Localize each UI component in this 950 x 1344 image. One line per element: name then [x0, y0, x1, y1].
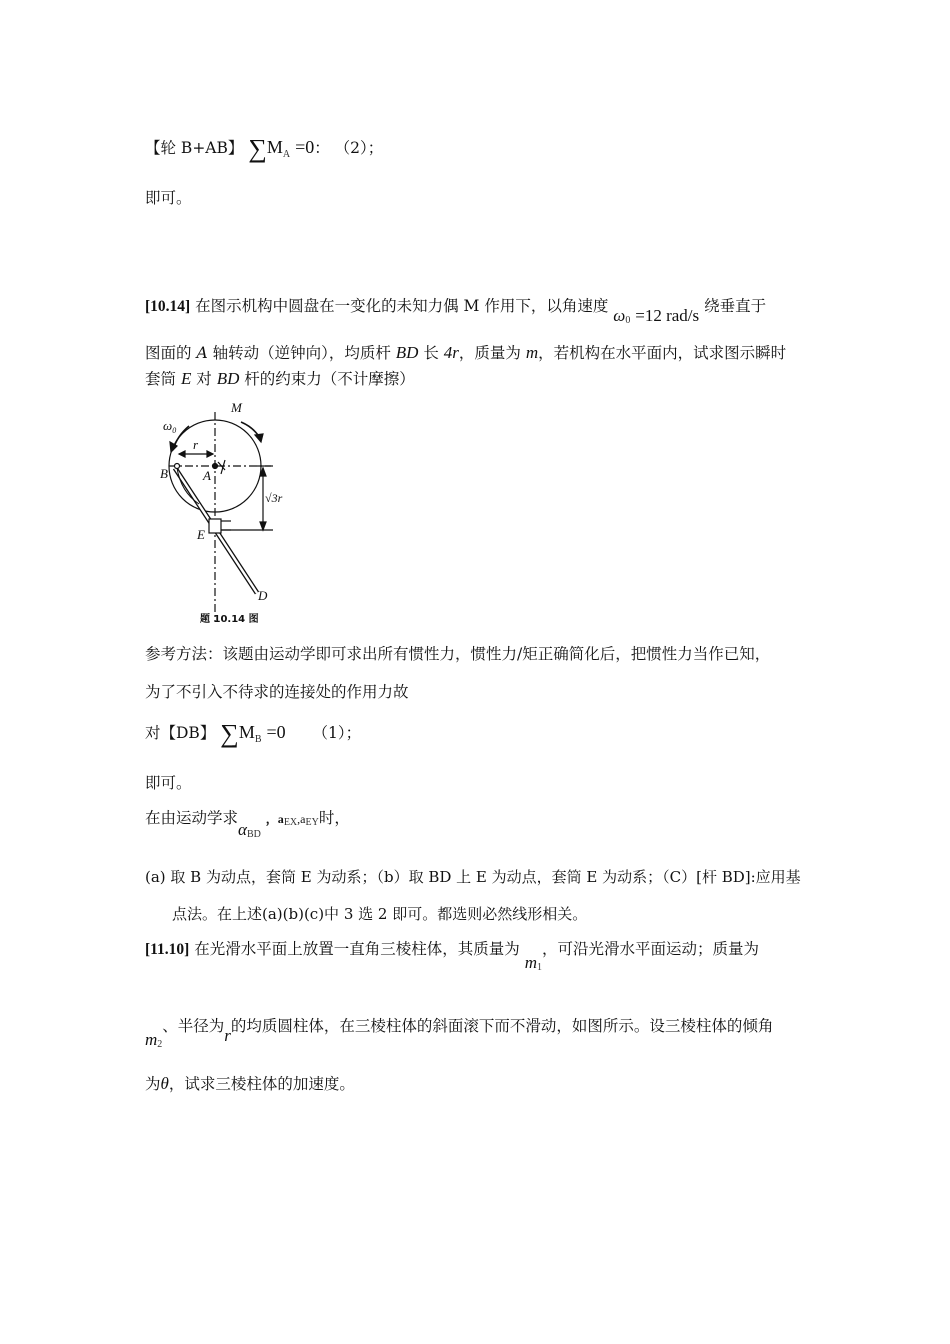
problem-text: 、半径为 [162, 1017, 225, 1035]
label-h: √3r [265, 491, 283, 505]
mass-subscript: 2 [157, 1039, 163, 1050]
equals-zero: =0 [266, 722, 286, 742]
mechanism-figure [155, 392, 285, 627]
equation-suffix: （1）； [312, 724, 362, 742]
sum-symbol: ∑ [220, 719, 239, 748]
problem-text: ，可沿光滑水平面运动；质量为 [541, 940, 759, 958]
problem-11-10-line-3 [145, 1074, 355, 1094]
options-line-1: (a) 取 B 为动点，套筒 E 为动系；（b）取 BD 上 E 为动点，套筒 E 为动系；（C）[杆 BD]:应用基 [145, 868, 801, 886]
equation-prefix: 【轮 B+AB】 [145, 139, 244, 157]
mass-subscript: 1 [536, 962, 542, 973]
rod-bd: BD [216, 369, 240, 388]
problem-10-14-line-3 [145, 369, 415, 389]
mass-symbol: m [145, 1030, 158, 1049]
point-a: A [196, 344, 208, 362]
subscript: EY [305, 817, 319, 828]
label-a: A [203, 468, 211, 483]
label-r: r [193, 437, 199, 452]
alpha-symbol: α [238, 820, 247, 839]
omega-value: =12 rad/s [635, 306, 700, 325]
method-text: 时， [318, 809, 350, 827]
pin-a [213, 464, 218, 469]
method-text: ,a [297, 812, 306, 826]
problem-text: 轴转动（逆钟向），均质杆 [207, 344, 396, 362]
method-text: 在由运动学求 [145, 809, 239, 827]
problem-11-10-line-1 [145, 940, 759, 974]
omega-subscript: 0 [625, 315, 631, 326]
label-e: E [197, 527, 205, 542]
problem-text: 在图示机构中圆盘在一变化的未知力偶 M 作用下，以角速度 [190, 297, 614, 315]
problem-10-14-line-2 [145, 343, 786, 363]
problem-11-10-line-2 [145, 1017, 773, 1051]
equation-prefix: 对【DB】 [145, 724, 216, 742]
moment-subscript: A [282, 149, 291, 160]
method-line-1: 参考方法：该题由运动学即可求出所有惯性力，惯性力/矩正确简化后，把惯性力当作已知， [145, 645, 771, 663]
radius-symbol: r [224, 1026, 231, 1045]
rod-length: 4r [443, 343, 459, 362]
problem-text: ，若机构在水平面内，试求图示瞬时 [538, 344, 787, 362]
method-line-2: 为了不引入不待求的连接处的作用力故 [145, 683, 409, 701]
balance-equation-line [145, 133, 383, 164]
options-line-2: 点法。在上述(a)(b)(c)中 3 选 2 即可。都选则必然线形相关。 [172, 905, 588, 923]
problem-10-14-line-1 [145, 297, 766, 327]
problem-text: ，试求三棱柱体的加速度。 [168, 1075, 355, 1093]
mass-symbol: m [525, 343, 539, 362]
moment-symbol: M [238, 722, 255, 742]
problem-text: 的均质圆柱体，在三棱柱体的斜面滚下而不滑动，如图所示。设三棱柱体的倾角 [230, 1017, 774, 1035]
figure-caption: 题 10.14 图 [200, 614, 259, 625]
problem-text: 对 [191, 370, 217, 388]
problem-text: 杆的约束力（不计摩擦） [239, 370, 415, 388]
method-text: ，a [265, 812, 284, 826]
problem-text: ，质量为 [458, 344, 526, 362]
closing-text: 即可。 [145, 189, 192, 207]
problem-tag: [10.14] [145, 298, 191, 315]
theta-symbol: θ [160, 1074, 169, 1093]
problem-text: 绕垂直于 [704, 297, 767, 315]
moment-symbol: M [266, 137, 283, 157]
omega-symbol: ω [613, 306, 626, 325]
moment-subscript: B [254, 734, 262, 745]
method-equation-line [145, 718, 361, 749]
problem-text: 图面的 [145, 344, 197, 362]
pin-b [175, 464, 180, 469]
mass-symbol: m [524, 953, 537, 972]
alpha-subscript: BD [246, 829, 261, 840]
rod-bd: BD [395, 343, 419, 362]
sum-symbol: ∑ [248, 134, 267, 163]
subscript: EX [283, 817, 298, 828]
sleeve-e: E [180, 369, 192, 388]
problem-text: 套筒 [145, 370, 181, 388]
label-d: D [258, 588, 268, 603]
label-omega: $\omega_0$ [163, 418, 177, 435]
method-line-4: 即可。 [145, 774, 192, 792]
equals-zero: =0 [295, 137, 315, 157]
method-line-5 [145, 809, 350, 841]
problem-tag: [11.10] [145, 941, 190, 958]
problem-text: 长 [418, 344, 444, 362]
sleeve-e-shape [209, 519, 221, 533]
label-m: M [231, 400, 242, 415]
problem-text: 为 [145, 1075, 161, 1093]
problem-text: 在光滑水平面上放置一直角三棱柱体，其质量为 [189, 940, 525, 958]
label-b: B [160, 466, 168, 481]
equation-suffix: ： （2）； [314, 139, 384, 157]
